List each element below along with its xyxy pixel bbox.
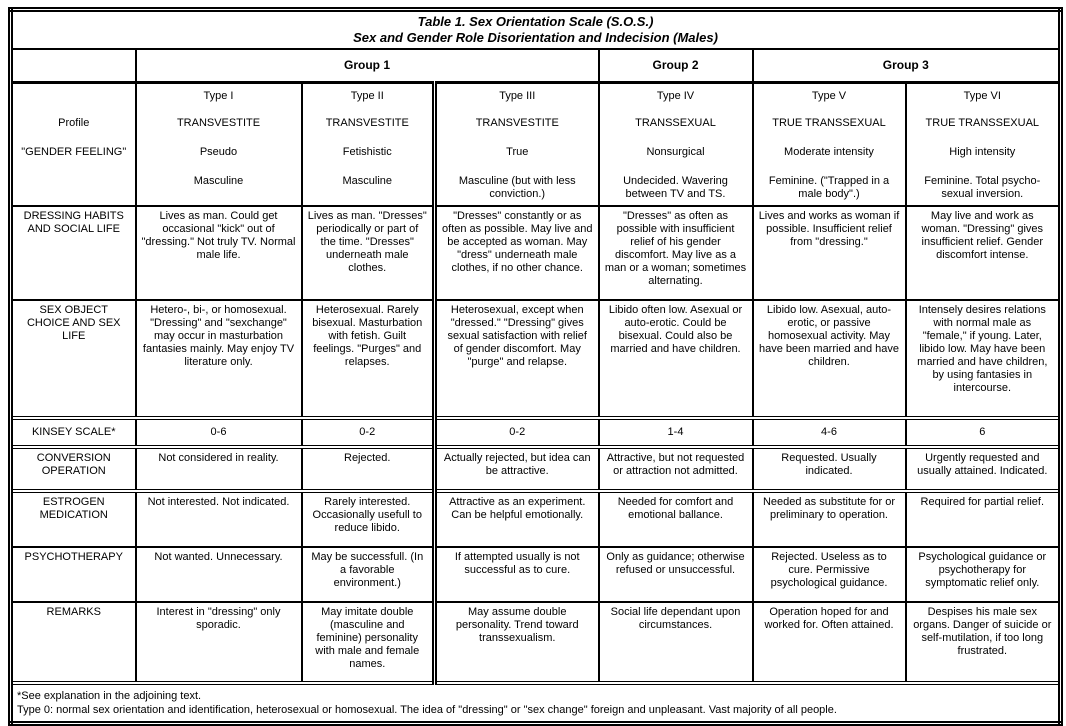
table-cell: Attractive, but not requested or attraction not admitted. — [599, 447, 753, 491]
type-header: Type I — [203, 89, 234, 102]
row-label-profile — [11, 82, 136, 206]
type-header: Type VI — [963, 89, 1001, 102]
group-2-header: Group 2 — [599, 49, 753, 82]
table-title-line2: Sex and Gender Role Disorientation and Indecision (Males) — [353, 30, 718, 45]
table-cell: Lives and works as woman if possible. Insufficient relief from "dressing." — [753, 206, 906, 300]
table-cell: May imitate double (masculine and feminine) personality with male and female names. — [302, 602, 435, 683]
profile-stack — [912, 87, 1054, 202]
table-cell: Rejected. Useless as to cure. Permissive psychological guidance. — [753, 547, 906, 602]
footnote-line2: Type 0: normal sex orientation and identification, heterosexual or homosexual. The idea of "dressing" or "sex change" foreign and unpleasant. Vast majority of all people. — [17, 703, 837, 716]
row-label-estrogen-medication: ESTROGEN MEDICATION — [11, 491, 136, 547]
table-cell: Not interested. Not indicated. — [136, 491, 302, 547]
table-cell: "Dresses" constantly or as often as possible. May live and be accepted as woman. May "dress" underneath male clothes, if no other chance. — [435, 206, 599, 300]
table-cell: Intensely desires relations with normal male as "female," if young. Later, libido low. May have been married and have children, by using fantasies in intercourse. — [906, 300, 1061, 418]
table-cell: Needed for comfort and emotional ballance. — [599, 491, 753, 547]
sex-orientation-scale-table — [8, 7, 1063, 726]
table-row-conversion-operation — [11, 447, 1061, 491]
table-title-line1: Table 1. Sex Orientation Scale (S.O.S.) — [417, 14, 654, 29]
type-header: Type III — [499, 89, 536, 102]
table-row-remarks — [11, 602, 1061, 683]
table-cell: Libido often low. Asexual or auto-erotic. Could be bisexual. Could also be married and have children. — [599, 300, 753, 418]
table-cell: Requested. Usually indicated. — [753, 447, 906, 491]
table-cell: Actually rejected, but idea can be attractive. — [435, 447, 599, 491]
table-cell: 0-6 — [136, 418, 302, 447]
type-subtype: Pseudo — [199, 145, 238, 158]
profile-row — [11, 82, 1061, 206]
type-name: TRUE TRANSSEXUAL — [925, 116, 1040, 129]
type-subtype: Moderate intensity — [784, 145, 874, 158]
profile-stack — [759, 87, 900, 202]
table-cell: May live and work as woman. "Dressing" gives insufficient relief. Gender discomfort intense. — [906, 206, 1061, 300]
type-subtype: High intensity — [949, 145, 1016, 158]
table-cell: Heterosexual. Rarely bisexual. Masturbation with fetish. Guilt feelings. "Purges" and relapses. — [302, 300, 435, 418]
group-3-header: Group 3 — [753, 49, 1061, 82]
table-cell: Interest in "dressing" only sporadic. — [136, 602, 302, 683]
profile-stack — [442, 87, 593, 202]
profile-cell-type-v — [753, 82, 906, 206]
table-cell: Rejected. — [302, 447, 435, 491]
profile-cell-type-ii — [302, 82, 435, 206]
table-cell: Hetero-, bi-, or homosexual. "Dressing" and "sexchange" may occur in masturbation fantasies mainly. May enjoy TV literature only. — [136, 300, 302, 418]
type-header: Type II — [350, 89, 384, 102]
table-cell: Lives as man. Could get occasional "kick" out of "dressing." Not truly TV. Normal male life. — [136, 206, 302, 300]
profile-cell-type-vi — [906, 82, 1061, 206]
type-name: TRANSVESTITE — [475, 116, 559, 129]
table-row-psychotherapy — [11, 547, 1061, 602]
table-cell: Not wanted. Unnecessary. — [136, 547, 302, 602]
group-header-row — [11, 49, 1061, 82]
row-label-psychotherapy: PSYCHOTHERAPY — [11, 547, 136, 602]
table-cell: Not considered in reality. — [136, 447, 302, 491]
table-title-row — [11, 10, 1061, 50]
row-label-remarks: REMARKS — [11, 602, 136, 683]
type-feeling: Masculine (but with less conviction.) — [458, 174, 576, 200]
table-cell: 0-2 — [302, 418, 435, 447]
footnote-row — [11, 683, 1061, 724]
table-cell: Rarely interested. Occasionally usefull to reduce libido. — [302, 491, 435, 547]
table-cell: Psychological guidance or psychotherapy for symptomatic relief only. — [906, 547, 1061, 602]
group-header-empty-cell — [11, 49, 136, 82]
type-subtype: Fetishistic — [342, 145, 392, 158]
table-cell: "Dresses" as often as possible with insufficient relief of his gender discomfort. May live as a man or a woman; sometimes alternating. — [599, 206, 753, 300]
table-cell: 4-6 — [753, 418, 906, 447]
table-cell: Operation hoped for and worked for. Often attained. — [753, 602, 906, 683]
table-cell: 6 — [906, 418, 1061, 447]
type-header: Type IV — [656, 89, 695, 102]
table-cell: Libido low. Asexual, auto-erotic, or passive homosexual activity. May have been married and have children. — [753, 300, 906, 418]
table-cell: Required for partial relief. — [906, 491, 1061, 547]
row-label-kinsey-scale: KINSEY SCALE* — [11, 418, 136, 447]
footnotes — [11, 683, 1061, 724]
type-subtype: True — [506, 145, 529, 158]
table-cell: Despises his male sex organs. Danger of suicide or self-mutilation, if too long frustrated. — [906, 602, 1061, 683]
table-title — [11, 10, 1061, 50]
table-cell: Attractive as an experiment. Can be helpful emotionally. — [435, 491, 599, 547]
table-row-dressing-habits — [11, 206, 1061, 300]
profile-cell-type-iii — [435, 82, 599, 206]
table-cell: 1-4 — [599, 418, 753, 447]
table-cell: Only as guidance; otherwise refused or unsuccessful. — [599, 547, 753, 602]
type-feeling: Masculine — [342, 174, 393, 187]
type-name: TRANSSEXUAL — [635, 116, 716, 129]
table-cell: Needed as substitute for or preliminary to operation. — [753, 491, 906, 547]
row-label-dressing-habits: DRESSING HABITS AND SOCIAL LIFE — [11, 206, 136, 300]
table-cell: 0-2 — [435, 418, 599, 447]
table-cell: May be successfull. (In a favorable environment.) — [302, 547, 435, 602]
type-feeling: Undecided. Wavering between TV and TS. — [623, 174, 728, 200]
type-subtype: Nonsurgical — [646, 145, 705, 158]
profile-label-line1: Profile — [58, 116, 90, 129]
profile-stack — [308, 87, 428, 202]
type-name: TRANSVESTITE — [176, 116, 261, 129]
table-cell: Heterosexual, except when "dressed." "Dressing" gives sexual satisfaction with relief of gender discomfort. May "purge" and relapse. — [435, 300, 599, 418]
profile-stack — [605, 87, 747, 202]
type-header: Type V — [811, 89, 847, 102]
profile-stack — [142, 87, 296, 202]
profile-cell-type-i — [136, 82, 302, 206]
table-row-sex-object-choice — [11, 300, 1061, 418]
profile-cell-type-iv — [599, 82, 753, 206]
group-1-header: Group 1 — [136, 49, 599, 82]
type-name: TRANSVESTITE — [325, 116, 409, 129]
table-cell: Social life dependant upon circumstances. — [599, 602, 753, 683]
profile-label-stack — [18, 87, 130, 202]
footnote-line1: *See explanation in the adjoining text. — [17, 689, 202, 702]
table-row-kinsey-scale — [11, 418, 1061, 447]
type-feeling: Feminine. ("Trapped in a male body".) — [768, 174, 890, 200]
type-feeling: Masculine — [193, 174, 244, 187]
type-name: TRUE TRANSSEXUAL — [772, 116, 886, 129]
table-row-estrogen-medication — [11, 491, 1061, 547]
table-cell: May assume double personality. Trend toward transsexualism. — [435, 602, 599, 683]
table-cell: If attempted usually is not successful as to cure. — [435, 547, 599, 602]
row-label-conversion-operation: CONVERSION OPERATION — [11, 447, 136, 491]
table-cell: Urgently requested and usually attained. Indicated. — [906, 447, 1061, 491]
row-label-sex-object-choice: SEX OBJECT CHOICE AND SEX LIFE — [11, 300, 136, 418]
table-cell: Lives as man. "Dresses" periodically or part of the time. "Dresses" underneath male clothes. — [302, 206, 435, 300]
type-feeling: Feminine. Total psycho-sexual inversion. — [924, 174, 1041, 200]
profile-label-line2: "GENDER FEELING" — [21, 145, 127, 158]
